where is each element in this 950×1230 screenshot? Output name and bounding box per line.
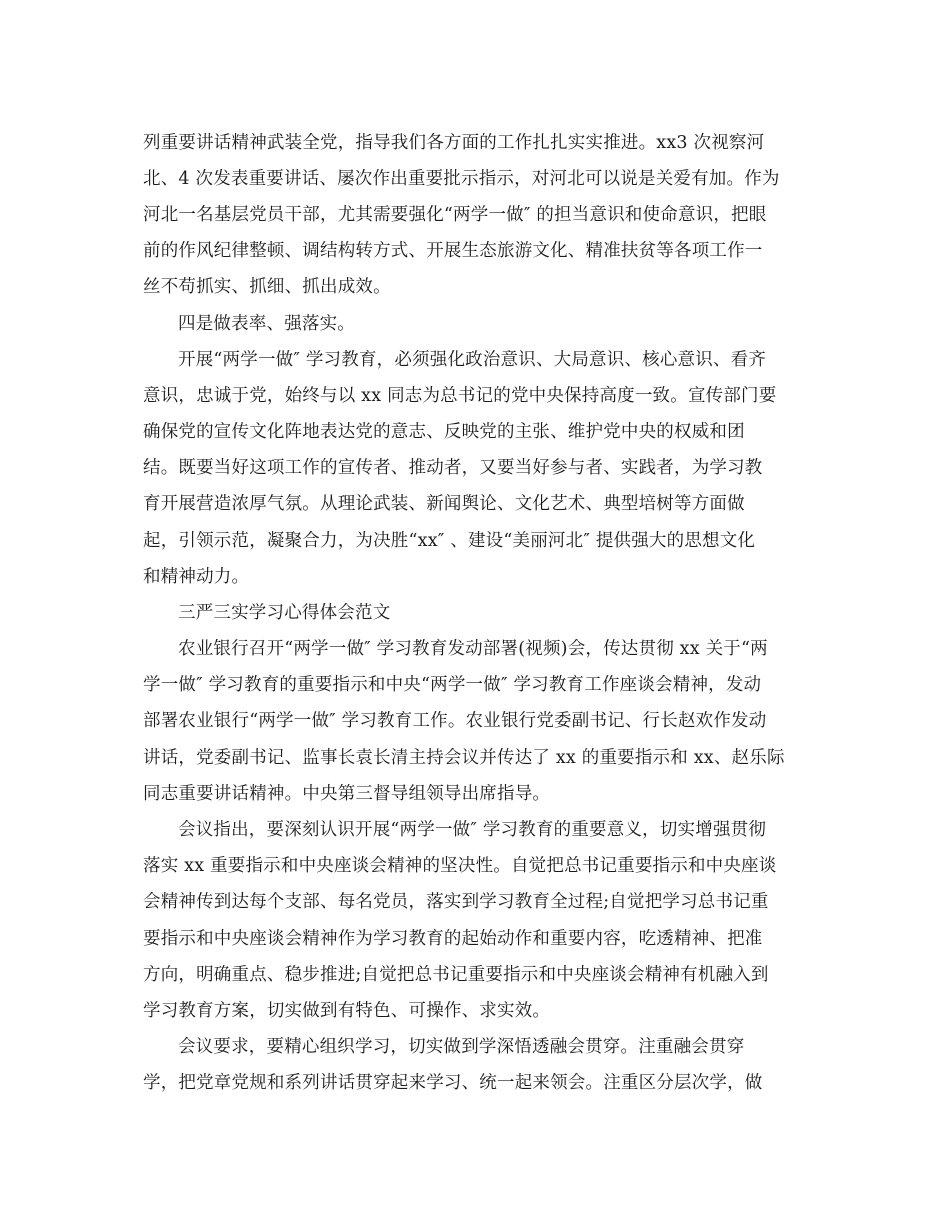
text-line: 落实 xx 重要指示和中央座谈会精神的坚决性。自觉把总书记重要指示和中央座谈 [143, 856, 777, 876]
text-line: 农业银行召开“两学一做″ 学习教育发动部署(视频)会，传达贯彻 xx 关于“两 [178, 639, 768, 659]
text-line: 确保党的宣传文化阵地表达党的意志、反映党的主张、维护党中央的权威和团 [143, 422, 745, 442]
text-line: 结。既要当好这项工作的宣传者、推动者，又要当好参与者、实践者，为学习教 [143, 458, 763, 478]
text-line: 意识，忠诚于党，始终与以 xx 同志为总书记的党中央保持高度一致。宣传部门要 [143, 386, 777, 406]
text-line: 育开展营造浓厚气氛。从理论武装、新闻舆论、文化艺术、典型培树等方面做 [143, 494, 745, 514]
text-line: 列重要讲话精神武装全党，指导我们各方面的工作扎扎实实推进。xx3 次视察河 [143, 133, 765, 153]
text-line: 河北一名基层党员干部，尤其需要强化“两学一做″ 的担当意识和使命意识，把眼 [143, 205, 767, 225]
text-line: 和精神动力。 [143, 567, 250, 587]
text-line: 会议指出，要深刻认识开展“两学一做″ 学习教育的重要意义，切实增强贯彻 [178, 820, 767, 840]
section-heading: 三严三实学习心得体会范文 [178, 603, 391, 623]
text-line: 开展“两学一做″ 学习教育，必须强化政治意识、大局意识、核心意识、看齐 [178, 350, 767, 370]
text-line: 北、4 次发表重要讲话、屡次作出重要批示指示，对河北可以说是关爱有加。作为 [143, 169, 780, 189]
text-line: 同志重要讲话精神。中央第三督导组领导出席指导。 [143, 784, 551, 804]
text-line: 要指示和中央座谈会精神作为学习教育的起始动作和重要内容，吃透精神、把准 [143, 929, 763, 949]
text-line: 学，把党章党规和系列讲话贯穿起来学习、统一起来领会。注重区分层次学，做 [143, 1073, 763, 1093]
section-heading: 四是做表率、强落实。 [178, 314, 355, 334]
text-line: 讲话，党委副书记、监事长袁长清主持会议并传达了 xx 的重要指示和 xx、赵乐际 [143, 748, 785, 768]
text-line: 丝不苟抓实、抓细、抓出成效。 [143, 277, 391, 297]
text-line: 部署农业银行“两学一做″ 学习教育工作。农业银行党委副书记、行长赵欢作发动 [143, 711, 767, 731]
text-line: 方向，明确重点、稳步推进;自觉把总书记重要指示和中央座谈会精神有机融入到 [143, 965, 769, 985]
text-line: 起，引领示范，凝聚合力，为决胜“xx″ 、建设“美丽河北″ 提供强大的思想文化 [143, 531, 756, 551]
text-line: 学习教育方案，切实做到有特色、可操作、求实效。 [143, 1001, 551, 1021]
text-line: 会精神传到达每个支部、每名党员，落实到学习教育全过程;自觉把学习总书记重 [143, 892, 769, 912]
text-line: 前的作风纪律整顿、调结构转方式、开展生态旅游文化、精准扶贫等各项工作一 [143, 241, 763, 261]
text-line: 学一做″ 学习教育的重要指示和中央“两学一做″ 学习教育工作座谈会精神，发动 [143, 675, 762, 695]
text-line: 会议要求，要精心组织学习，切实做到学深悟透融会贯穿。注重融会贯穿 [178, 1037, 745, 1057]
